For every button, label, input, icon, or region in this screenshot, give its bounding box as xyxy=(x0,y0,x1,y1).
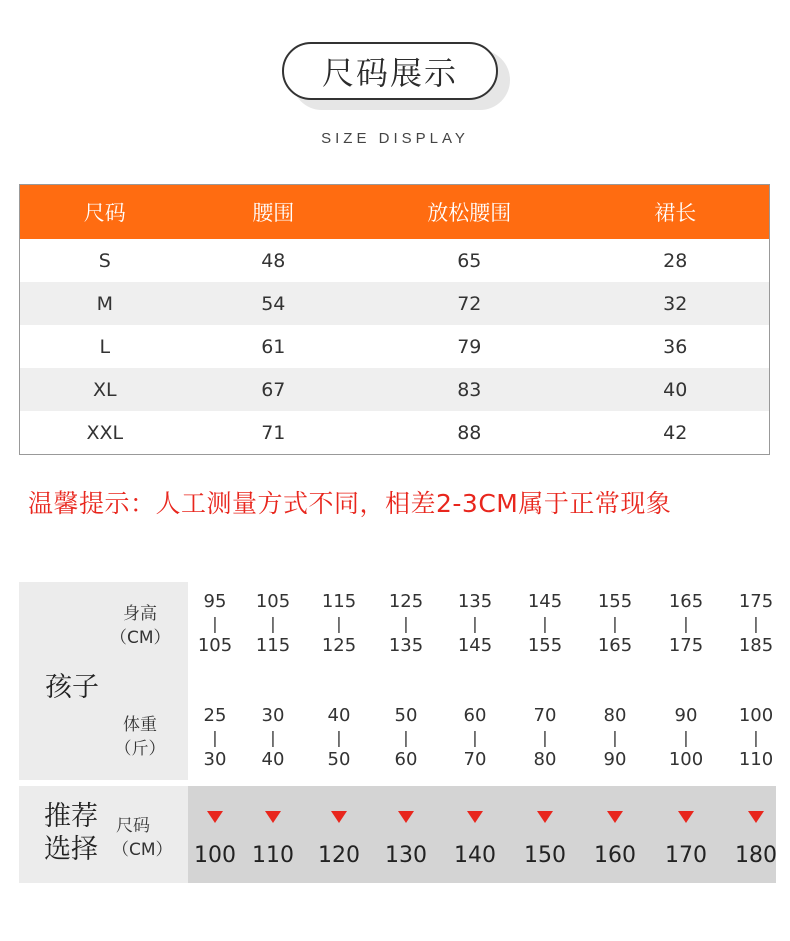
weight-unit: （斤） xyxy=(114,739,166,759)
height-range xyxy=(515,592,575,656)
height-range-low: 95 xyxy=(203,591,227,612)
recommend-size-value: 180 xyxy=(735,843,777,868)
table-cell: 61 xyxy=(261,335,286,358)
table-cell: 83 xyxy=(457,378,482,401)
weight-range xyxy=(309,706,369,770)
weight-range-low: 60 xyxy=(463,705,487,726)
height-range-high: 125 xyxy=(321,635,357,656)
recommend-size-item xyxy=(309,811,369,868)
weight-range xyxy=(726,706,786,770)
recommend-size-value: 140 xyxy=(454,843,496,868)
triangle-down-icon xyxy=(537,811,553,823)
weight-range-low: 25 xyxy=(203,705,227,726)
table-cell: 72 xyxy=(457,292,482,315)
height-range xyxy=(243,592,303,656)
triangle-down-icon xyxy=(265,811,281,823)
size-table-header xyxy=(20,185,769,239)
recommend-title-line1: 推荐 xyxy=(44,801,98,832)
height-range-high: 105 xyxy=(197,635,233,656)
table-cell: 48 xyxy=(261,249,286,272)
height-unit: （CM） xyxy=(110,628,171,648)
table-row xyxy=(20,368,769,411)
table-cell: 88 xyxy=(457,421,482,444)
height-range-low: 165 xyxy=(668,591,704,612)
weight-range-low: 30 xyxy=(261,705,285,726)
weight-range-low: 50 xyxy=(394,705,418,726)
height-range xyxy=(376,592,436,656)
table-row xyxy=(20,282,769,325)
weight-range-high: 100 xyxy=(668,749,704,770)
range-separator: | xyxy=(403,728,409,747)
range-separator: | xyxy=(542,614,548,633)
height-range xyxy=(656,592,716,656)
range-separator: | xyxy=(753,728,759,747)
size-table xyxy=(19,184,770,455)
weight-range xyxy=(656,706,716,770)
header-cell-waist: 腰围 xyxy=(252,201,295,225)
weight-range xyxy=(515,706,575,770)
table-cell: M xyxy=(96,292,113,315)
range-separator: | xyxy=(403,614,409,633)
range-separator: | xyxy=(212,728,218,747)
triangle-down-icon xyxy=(398,811,414,823)
range-separator: | xyxy=(336,728,342,747)
weight-range-low: 90 xyxy=(674,705,698,726)
weight-label-group xyxy=(110,713,170,761)
weight-range-high: 70 xyxy=(463,749,487,770)
height-range xyxy=(445,592,505,656)
header-cell-size: 尺码 xyxy=(83,201,126,225)
weight-label: 体重 xyxy=(123,715,157,735)
weight-range-low: 80 xyxy=(603,705,627,726)
table-row xyxy=(20,325,769,368)
recommend-size-value: 130 xyxy=(385,843,427,868)
weight-range-low: 40 xyxy=(327,705,351,726)
range-separator: | xyxy=(270,614,276,633)
range-separator: | xyxy=(683,614,689,633)
weight-range-high: 80 xyxy=(533,749,557,770)
height-range-high: 165 xyxy=(597,635,633,656)
height-range-high: 175 xyxy=(668,635,704,656)
recommend-size-value: 160 xyxy=(594,843,636,868)
height-range xyxy=(309,592,369,656)
height-range-low: 155 xyxy=(597,591,633,612)
height-range-low: 175 xyxy=(738,591,774,612)
weight-range-high: 40 xyxy=(261,749,285,770)
table-cell: 65 xyxy=(457,249,482,272)
height-range-low: 115 xyxy=(321,591,357,612)
table-row xyxy=(20,411,769,454)
range-separator: | xyxy=(472,614,478,633)
height-range-low: 125 xyxy=(388,591,424,612)
triangle-down-icon xyxy=(748,811,764,823)
range-separator: | xyxy=(336,614,342,633)
range-separator: | xyxy=(472,728,478,747)
recommend-size-value: 110 xyxy=(252,843,294,868)
table-cell: XXL xyxy=(86,421,124,444)
range-separator: | xyxy=(542,728,548,747)
height-range-high: 155 xyxy=(527,635,563,656)
header-cell-skirt-length: 裙长 xyxy=(654,201,697,225)
triangle-down-icon xyxy=(331,811,347,823)
table-cell: 28 xyxy=(663,249,688,272)
height-label: 身高 xyxy=(123,604,157,624)
recommend-size-label-group xyxy=(112,814,173,862)
weight-range xyxy=(376,706,436,770)
table-cell: 40 xyxy=(663,378,688,401)
recommend-size-item xyxy=(515,811,575,868)
recommend-size-item xyxy=(243,811,303,868)
recommend-size-item xyxy=(726,811,786,868)
range-separator: | xyxy=(212,614,218,633)
height-range-low: 135 xyxy=(457,591,493,612)
range-separator: | xyxy=(753,614,759,633)
measurement-notice: 温馨提示：人工测量方式不同，相差2-3CM属于正常现象 xyxy=(28,489,672,518)
triangle-down-icon xyxy=(678,811,694,823)
range-separator: | xyxy=(612,614,618,633)
height-range-low: 105 xyxy=(255,591,291,612)
weight-range-low: 70 xyxy=(533,705,557,726)
recommend-size-unit: （CM） xyxy=(112,840,173,860)
table-cell: S xyxy=(98,249,111,272)
table-cell: 36 xyxy=(663,335,688,358)
weight-range xyxy=(445,706,505,770)
table-cell: 79 xyxy=(457,335,482,358)
recommend-size-value: 170 xyxy=(665,843,707,868)
triangle-down-icon xyxy=(467,811,483,823)
table-cell: L xyxy=(99,335,111,358)
weight-range xyxy=(185,706,245,770)
weight-range-high: 50 xyxy=(327,749,351,770)
height-range-high: 135 xyxy=(388,635,424,656)
range-separator: | xyxy=(270,728,276,747)
recommend-size-item xyxy=(445,811,505,868)
recommend-size-item xyxy=(185,811,245,868)
recommend-size-item xyxy=(376,811,436,868)
weight-range-high: 110 xyxy=(738,749,774,770)
recommend-size-value: 150 xyxy=(524,843,566,868)
height-range-high: 115 xyxy=(255,635,291,656)
table-cell: 42 xyxy=(663,421,688,444)
height-range xyxy=(726,592,786,656)
height-range-low: 145 xyxy=(527,591,563,612)
weight-range-high: 60 xyxy=(394,749,418,770)
recommend-title xyxy=(44,800,98,866)
height-range xyxy=(585,592,645,656)
table-cell: XL xyxy=(92,378,117,401)
height-label-group xyxy=(110,602,170,650)
weight-range-low: 100 xyxy=(738,705,774,726)
recommend-size-item xyxy=(585,811,645,868)
kids-title: 孩子 xyxy=(45,672,99,703)
recommend-size-value: 120 xyxy=(318,843,360,868)
header-cell-relaxed-waist: 放松腰围 xyxy=(427,201,512,225)
table-row xyxy=(20,239,769,282)
page-subtitle: SIZE DISPLAY xyxy=(321,130,469,147)
weight-range xyxy=(585,706,645,770)
range-separator: | xyxy=(683,728,689,747)
weight-range-high: 90 xyxy=(603,749,627,770)
height-range-high: 185 xyxy=(738,635,774,656)
weight-range-high: 30 xyxy=(203,749,227,770)
table-cell: 71 xyxy=(261,421,286,444)
recommend-title-line2: 选择 xyxy=(44,834,98,865)
recommend-size-item xyxy=(656,811,716,868)
table-cell: 67 xyxy=(261,378,286,401)
height-range-high: 145 xyxy=(457,635,493,656)
table-cell: 54 xyxy=(261,292,286,315)
page-title: 尺码展示 xyxy=(282,42,498,100)
triangle-down-icon xyxy=(607,811,623,823)
weight-range xyxy=(243,706,303,770)
range-separator: | xyxy=(612,728,618,747)
triangle-down-icon xyxy=(207,811,223,823)
table-cell: 32 xyxy=(663,292,688,315)
recommend-size-value: 100 xyxy=(194,843,236,868)
height-range xyxy=(185,592,245,656)
recommend-size-label: 尺码 xyxy=(116,816,150,836)
